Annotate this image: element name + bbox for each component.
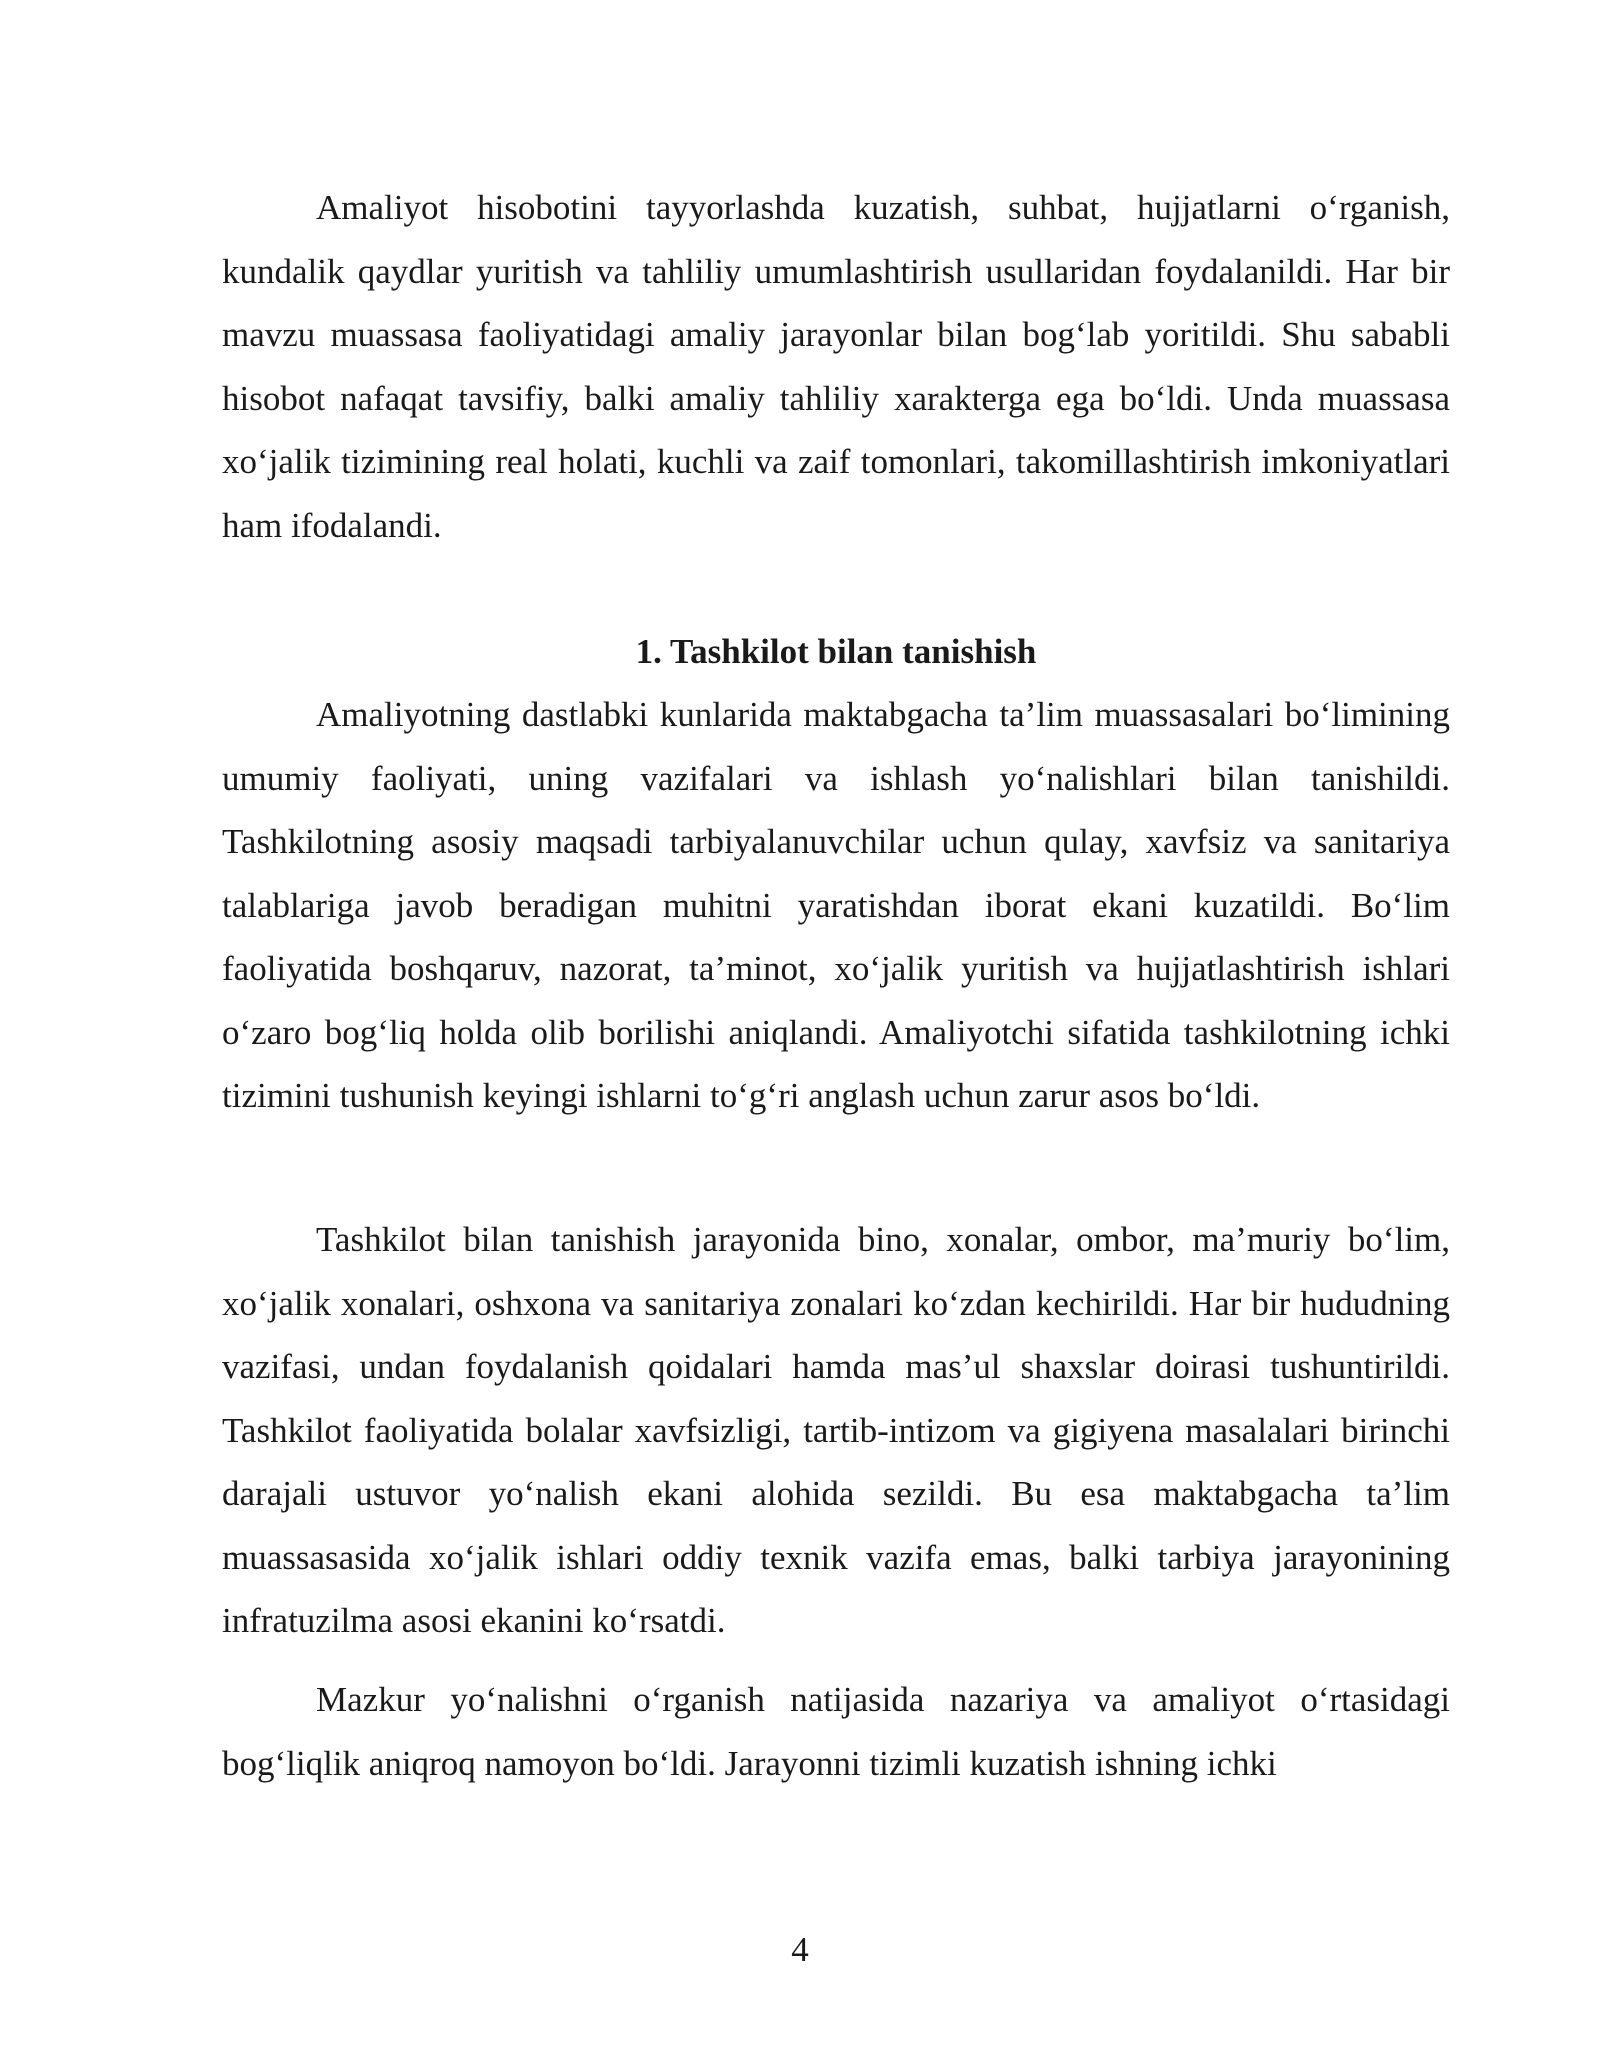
page-number: 4 (791, 1930, 809, 1969)
section-heading: 1. Tashkilot bilan tanishish (635, 632, 1037, 671)
section-paragraph-2: Tashkilot bilan tanishish jarayonida bino, xonalar, ombor, ma’muriy bo‘lim, xo‘jalik xonalari, oshxona va sanitariya zonalari ko‘zdan kechirildi. Har bir hududning vazifasi, undan foydalanish qoidalari hamda mas’ul shaxslar doirasi tushuntirildi. Tashkilot faoliyatida bolalar xavfsizligi, tartib-intizom va gigiyena masalalari birinchi darajali ustuvor yo‘nalish ekani alohida sezildi. Bu esa maktabgacha ta’lim muassasasida xo‘jalik ishlari oddiy texnik vazifa emas, balki tarbiya jarayonining infratuzilma asosi ekanini ko‘rsatdi. (222, 1220, 1450, 1640)
intro-paragraph: Amaliyot hisobotini tayyorlashda kuzatish, suhbat, hujjatlarni o‘rganish, kundalik qaydlar yuritish va tahliliy umumlashtirish usullaridan foydalanildi. Har bir mavzu muassasa faoliyatidagi amaliy jarayonlar bilan bog‘lab yoritildi. Shu sababli hisobot nafaqat tavsifiy, balki amaliy tahliliy xarakterga ega bo‘ldi. Unda muassasa xo‘jalik tizimining real holati, kuchli va zaif tomonlari, takomillashtirish imkoniyatlari ham ifodalandi. (222, 188, 1450, 545)
section-paragraph-3: Mazkur yo‘nalishni o‘rganish natijasida nazariya va amaliyot o‘rtasidagi bog‘liqlik aniqroq namoyon bo‘ldi. Jarayonni tizimli kuzatish ishning ichki (222, 1680, 1450, 1783)
section-paragraph-1: Amaliyotning dastlabki kunlarida maktabgacha ta’lim muassasalari bo‘limining umumiy faoliyati, uning vazifalari va ishlash yo‘nalishlari bilan tanishildi. Tashkilotning asosiy maqsadi tarbiyalanuvchilar uchun qulay, xavfsiz va sanitariya talablariga javob beradigan muhitni yaratishdan iborat ekani kuzatildi. Bo‘lim faoliyatida boshqaruv, nazorat, ta’minot, xo‘jalik yuritish va hujjatlashtirish ishlari o‘zaro bog‘liq holda olib borilishi aniqlandi. Amaliyotchi sifatida tashkilotning ichki tizimini tushunish keyingi ishlarni to‘g‘ri anglash uchun zarur asos bo‘ldi. (222, 695, 1450, 1115)
